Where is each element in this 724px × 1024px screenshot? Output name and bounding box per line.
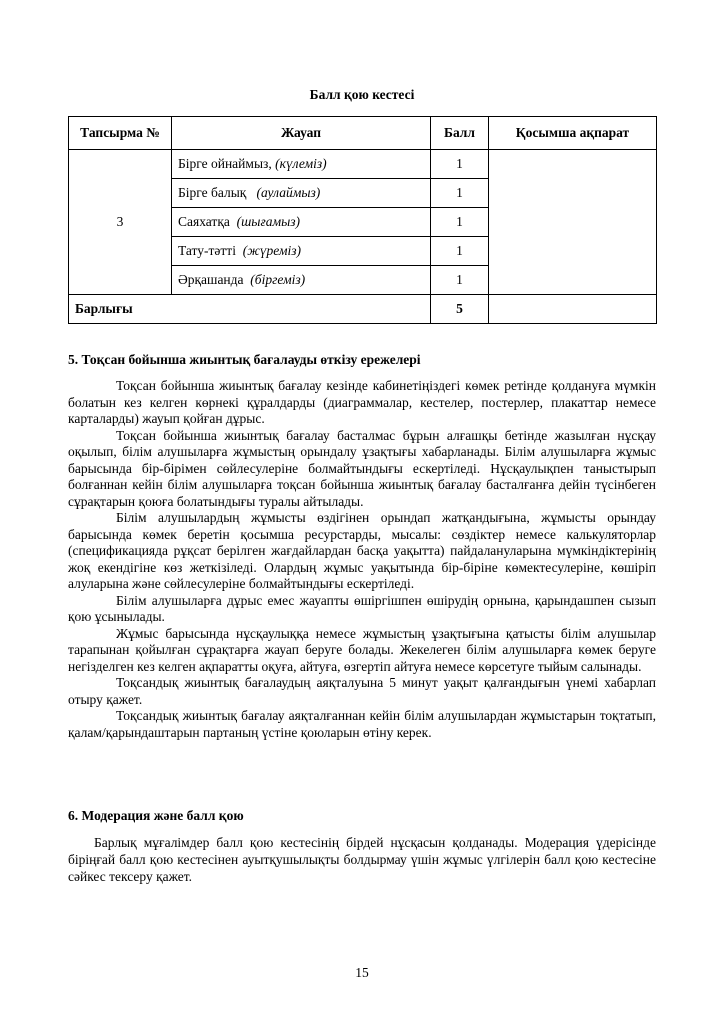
- answer-text: Бірге ойнаймыз,: [178, 156, 272, 171]
- answer-hint: (шығамыз): [236, 214, 300, 229]
- page-number: 15: [355, 965, 369, 980]
- score-cell: 1: [431, 237, 489, 266]
- score-table: [68, 116, 657, 324]
- answer-cell: [172, 266, 431, 295]
- answer-cell: [172, 237, 431, 266]
- score-cell: 1: [431, 266, 489, 295]
- section-6-body: [68, 834, 656, 885]
- header-task-number: Тапсырма №: [69, 117, 172, 150]
- answer-hint: (күлеміз): [275, 156, 327, 171]
- answer-hint: (біргеміз): [250, 272, 306, 287]
- total-info-cell: [489, 295, 657, 324]
- table-header-row: [69, 117, 657, 150]
- answer-cell: [172, 208, 431, 237]
- table-total-row: [69, 295, 657, 324]
- answer-text: Тату-тәтті: [178, 243, 236, 258]
- header-additional-info: Қосымша ақпарат: [489, 117, 657, 150]
- paragraph: Білім алушылардың жұмысты өздігінен орындап жатқандығына, жұмысты орындау барысында көмек беретін қосымша ресурстарды, мысалы: сөздіктер немесе калькуляторлар (спецификацияда рұқсат берілген жағдайлардан басқа уақытта) пайдалануларына мүмкіндіктерінің жоқ екендігіне көз жеткізіледі. Олардың жұмыс уақытында бір-біріне көмектесулеріне, көшіріп алуларына және сөйлесулеріне болмайтындығы ескертіледі.: [68, 510, 656, 591]
- score-cell: 1: [431, 208, 489, 237]
- task-number-cell: 3: [69, 150, 172, 295]
- paragraph: Тоқсан бойынша жиынтық бағалау басталмас бұрын алғашқы бетінде жазылған нұсқау оқылып, білім алушыларға жұмыстың орындалу ұзақтығы хабарланады. Білім алушыларға жұмыс барысында бір-бірімен сөйлесулеріне болмайтындығы ескертіледі. Нұсқаулықпен таныстырып болғаннан кейін білім алушыларға тоқсан бойынша жиынтық бағалау басталғанға дейін түсінбеген сұрақтарын қоюға болатындығы туралы айтылады.: [68, 427, 656, 509]
- answer-cell: [172, 179, 431, 208]
- paragraph: Тоқсандық жиынтық бағалау аяқталғаннан кейін білім алушылардан жұмыстарын тоқтатып, қалам/қарындаштарын партаның үстіне қоюларын өтіну керек.: [68, 708, 656, 740]
- answer-hint: (жүреміз): [242, 243, 302, 258]
- additional-info-cell: [489, 150, 657, 295]
- paragraph: Жұмыс барысында нұсқаулыққа немесе жұмыстың ұзақтығына қатысты білім алушылар тарапынан қойылған сұрақтарға жауап беруге болады. Жекелеген білім алушыларға көмек беруге негізделген кез келген ақпаратты оқуға, айтуға, өзгертіп айтуға немесе көрсетуге тыйым салынады.: [68, 625, 656, 674]
- section-5-body: [68, 378, 656, 741]
- answer-text: Әрқашанда: [178, 272, 244, 287]
- score-cell: 1: [431, 179, 489, 208]
- answer-hint: (аулаймыз): [256, 185, 321, 200]
- table-title: Балл қою кестесі: [309, 87, 415, 102]
- score-cell: 1: [431, 150, 489, 179]
- paragraph: Білім алушыларға дұрыс емес жауапты өшіргішпен өшірудің орнына, қарындашпен сызып қою ұсынылады.: [68, 592, 656, 624]
- paragraph: Тоқсандық жиынтық бағалаудың аяқталуына 5 минут уақыт қалғандығын үнемі хабарлап отыру қажет.: [68, 675, 656, 707]
- total-label: Барлығы: [69, 295, 431, 324]
- table-row: [69, 150, 657, 179]
- paragraph: Барлық мұғалімдер балл қою кестесінің бірдей нұсқасын қолданады. Модерация үдерісінде біріңғай балл қою кестесінен ауытқушылықты болдырмау үшін жұмыс үлгілерін балл қою кестесіне сәйкес тексеру қажет.: [68, 835, 656, 884]
- paragraph: Тоқсан бойынша жиынтық бағалау кезінде кабинетіңіздегі көмек ретінде қолдануға мүмкін болатын кез келген көрнекі құралдарды (диаграммалар, кестелер, постерлер, плакаттар немесе карталарды) жауып қойған дұрыс.: [68, 378, 656, 426]
- total-value: 5: [431, 295, 489, 324]
- answer-text: Саяхатқа: [178, 214, 230, 229]
- header-score: Балл: [431, 117, 489, 150]
- answer-text: Бірге балық: [178, 185, 247, 200]
- answer-cell: [172, 150, 431, 179]
- header-answer: Жауап: [172, 117, 431, 150]
- section-5-heading: 5. Тоқсан бойынша жиынтық бағалауды өткізу ережелері: [68, 352, 421, 367]
- section-6-heading: 6. Модерация және балл қою: [68, 808, 244, 823]
